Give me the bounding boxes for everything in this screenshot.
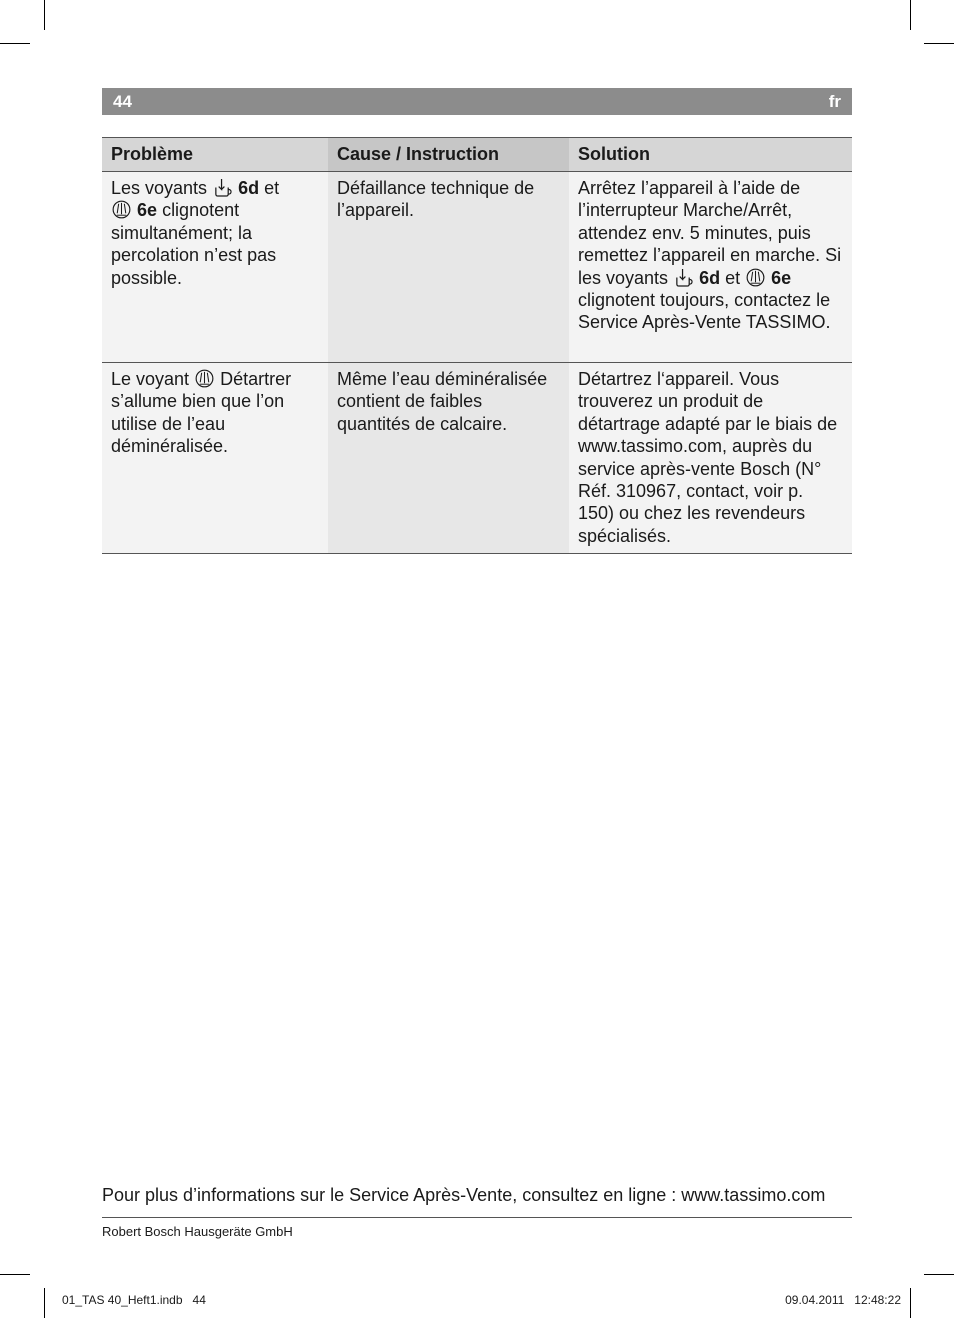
cause-cell: Même l’eau déminéralisée contient de faibles quantités de calcaire. xyxy=(328,363,569,554)
crop-mark xyxy=(0,1274,30,1275)
problem-cell xyxy=(102,172,328,363)
column-header-solution: Solution xyxy=(569,138,852,172)
page-number: 44 xyxy=(113,91,132,111)
footer-service-info: Pour plus d’informations sur le Service Après-Vente, consultez en ligne : www.tassimo.com xyxy=(102,1185,826,1205)
solution-text: et xyxy=(725,267,741,288)
column-header-problem: Problème xyxy=(102,138,328,172)
indicator-ref: 6e xyxy=(137,200,158,221)
crop-mark xyxy=(924,1274,954,1275)
indicator-ref: 6d xyxy=(238,178,260,198)
table-row xyxy=(102,172,852,363)
footer-divider xyxy=(102,1217,852,1218)
crop-mark xyxy=(910,0,911,30)
crop-mark xyxy=(910,1288,911,1318)
problem-text: Le voyant xyxy=(111,369,190,389)
problem-cell xyxy=(102,363,328,554)
table-row xyxy=(102,363,852,554)
descale-cup-icon xyxy=(213,178,232,197)
solution-cell: Détartrez l‘appareil. Vous trouverez un produit de détartrage adapté par le biais de www.tassimo.com, auprès du service après-vente Bosch (N° Réf. 310967, contact, voir p. 150) ou chez les revendeurs spécialisés. xyxy=(569,363,852,554)
crop-mark xyxy=(44,0,45,30)
page-header-bar xyxy=(102,88,852,115)
troubleshooting-table xyxy=(102,137,852,554)
column-header-cause: Cause / Instruction xyxy=(328,138,569,172)
calc-descale-icon xyxy=(746,268,765,287)
calc-descale-icon xyxy=(112,200,131,219)
print-slug-file: 01_TAS 40_Heft1.indb 44 xyxy=(62,1293,206,1307)
solution-cell xyxy=(569,172,852,363)
indicator-ref: 6e xyxy=(771,267,792,288)
problem-text: Détartrer s’allume bien que l’on utilise de l’eau déminéralisée. xyxy=(111,369,292,457)
crop-mark xyxy=(924,43,954,44)
indicator-ref: 6d xyxy=(699,267,721,288)
solution-text: clignotent toujours, contactez le Service Après-Vente TASSIMO. xyxy=(578,290,831,333)
footer-company: Robert Bosch Hausgeräte GmbH xyxy=(102,1224,293,1239)
calc-descale-icon xyxy=(195,369,214,388)
crop-mark xyxy=(44,1288,45,1318)
descale-cup-icon xyxy=(674,268,693,287)
problem-text: clignotent simultanément; la percolation n’est pas possible. xyxy=(111,200,277,288)
cause-cell: Défaillance technique de l’appareil. xyxy=(328,172,569,363)
solution-text: Arrêtez l’appareil à l’aide de l’interrupteur Marche/Arrêt, attendez env. 5 minutes, puis remettez l’appareil en marche. Si les voyants xyxy=(578,178,842,288)
problem-text: Les voyants xyxy=(111,178,208,198)
problem-text: et xyxy=(264,178,280,198)
table-header-row xyxy=(102,138,852,172)
print-slug-date: 09.04.2011 12:48:22 xyxy=(785,1293,901,1307)
crop-mark xyxy=(0,43,30,44)
language-code: fr xyxy=(828,91,841,111)
